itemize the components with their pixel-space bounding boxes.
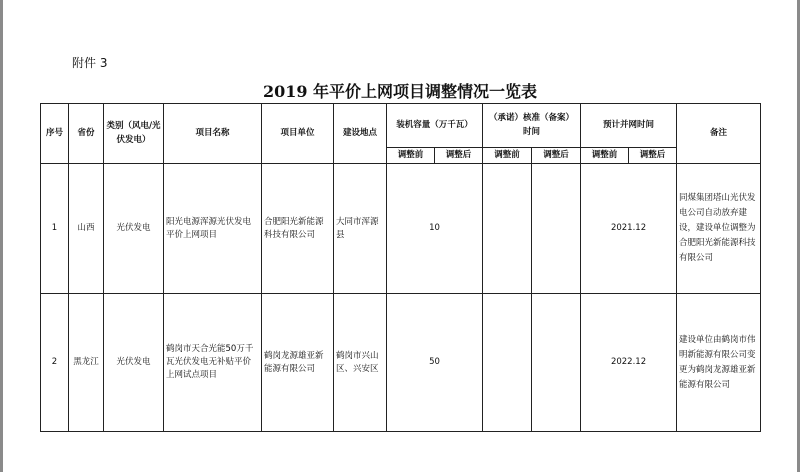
header-grid-time: 预计并网时间 (581, 104, 677, 148)
cell-remarks: 建设单位由鹤岗市伟明新能源有限公司变更为鹤岗龙源雄亚新能源有限公司 (677, 294, 761, 432)
subheader-approval-after: 调整后 (532, 148, 581, 164)
cell-project-name: 鹤岗市天合光能50万千瓦光伏发电无补贴平价上网试点项目 (164, 294, 262, 432)
adjustment-table (40, 103, 761, 432)
document-title: 2019 年平价上网项目调整情况一览表 (262, 82, 538, 101)
cell-unit: 合肥阳光新能源科技有限公司 (262, 164, 334, 294)
attachment-label: 附件 3 (72, 56, 108, 70)
header-unit: 项目单位 (262, 104, 334, 164)
cell-category: 光伏发电 (104, 294, 164, 432)
cell-approval-after (532, 164, 581, 294)
cell-location: 鹤岗市兴山区、兴安区 (334, 294, 387, 432)
subheader-capacity-before: 调整前 (387, 148, 435, 164)
cell-unit: 鹤岗龙源雄亚新能源有限公司 (262, 294, 334, 432)
header-province: 省份 (69, 104, 104, 164)
subheader-grid-after: 调整后 (629, 148, 677, 164)
subheader-approval-before: 调整前 (483, 148, 532, 164)
header-category: 类别（风电/光伏发电） (104, 104, 164, 164)
cell-remarks: 同煤集团塔山光伏发电公司自动放弃建设，建设单位调整为合肥阳光新能源科技有限公司 (677, 164, 761, 294)
cell-grid-time: 2021.12 (581, 164, 677, 294)
cell-approval-after (532, 294, 581, 432)
cell-approval-before (483, 164, 532, 294)
page-left-edge (0, 0, 3, 472)
header-seq: 序号 (41, 104, 69, 164)
cell-category: 光伏发电 (104, 164, 164, 294)
cell-capacity: 50 (387, 294, 483, 432)
header-approval-time: （承诺）核准（备案）时间 (483, 104, 581, 148)
header-remarks: 备注 (677, 104, 761, 164)
header-location: 建设地点 (334, 104, 387, 164)
cell-location: 大同市浑源县 (334, 164, 387, 294)
cell-grid-time: 2022.12 (581, 294, 677, 432)
subheader-capacity-after: 调整后 (435, 148, 483, 164)
table-row (41, 164, 761, 294)
table-row (41, 294, 761, 432)
cell-province: 黑龙江 (69, 294, 104, 432)
table-header-row (41, 104, 761, 148)
subheader-grid-before: 调整前 (581, 148, 629, 164)
header-project-name: 项目名称 (164, 104, 262, 164)
cell-approval-before (483, 294, 532, 432)
cell-capacity: 10 (387, 164, 483, 294)
header-capacity: 装机容量（万千瓦） (387, 104, 483, 148)
cell-province: 山西 (69, 164, 104, 294)
cell-seq: 2 (41, 294, 69, 432)
cell-seq: 1 (41, 164, 69, 294)
cell-project-name: 阳光电源浑源光伏发电平价上网项目 (164, 164, 262, 294)
